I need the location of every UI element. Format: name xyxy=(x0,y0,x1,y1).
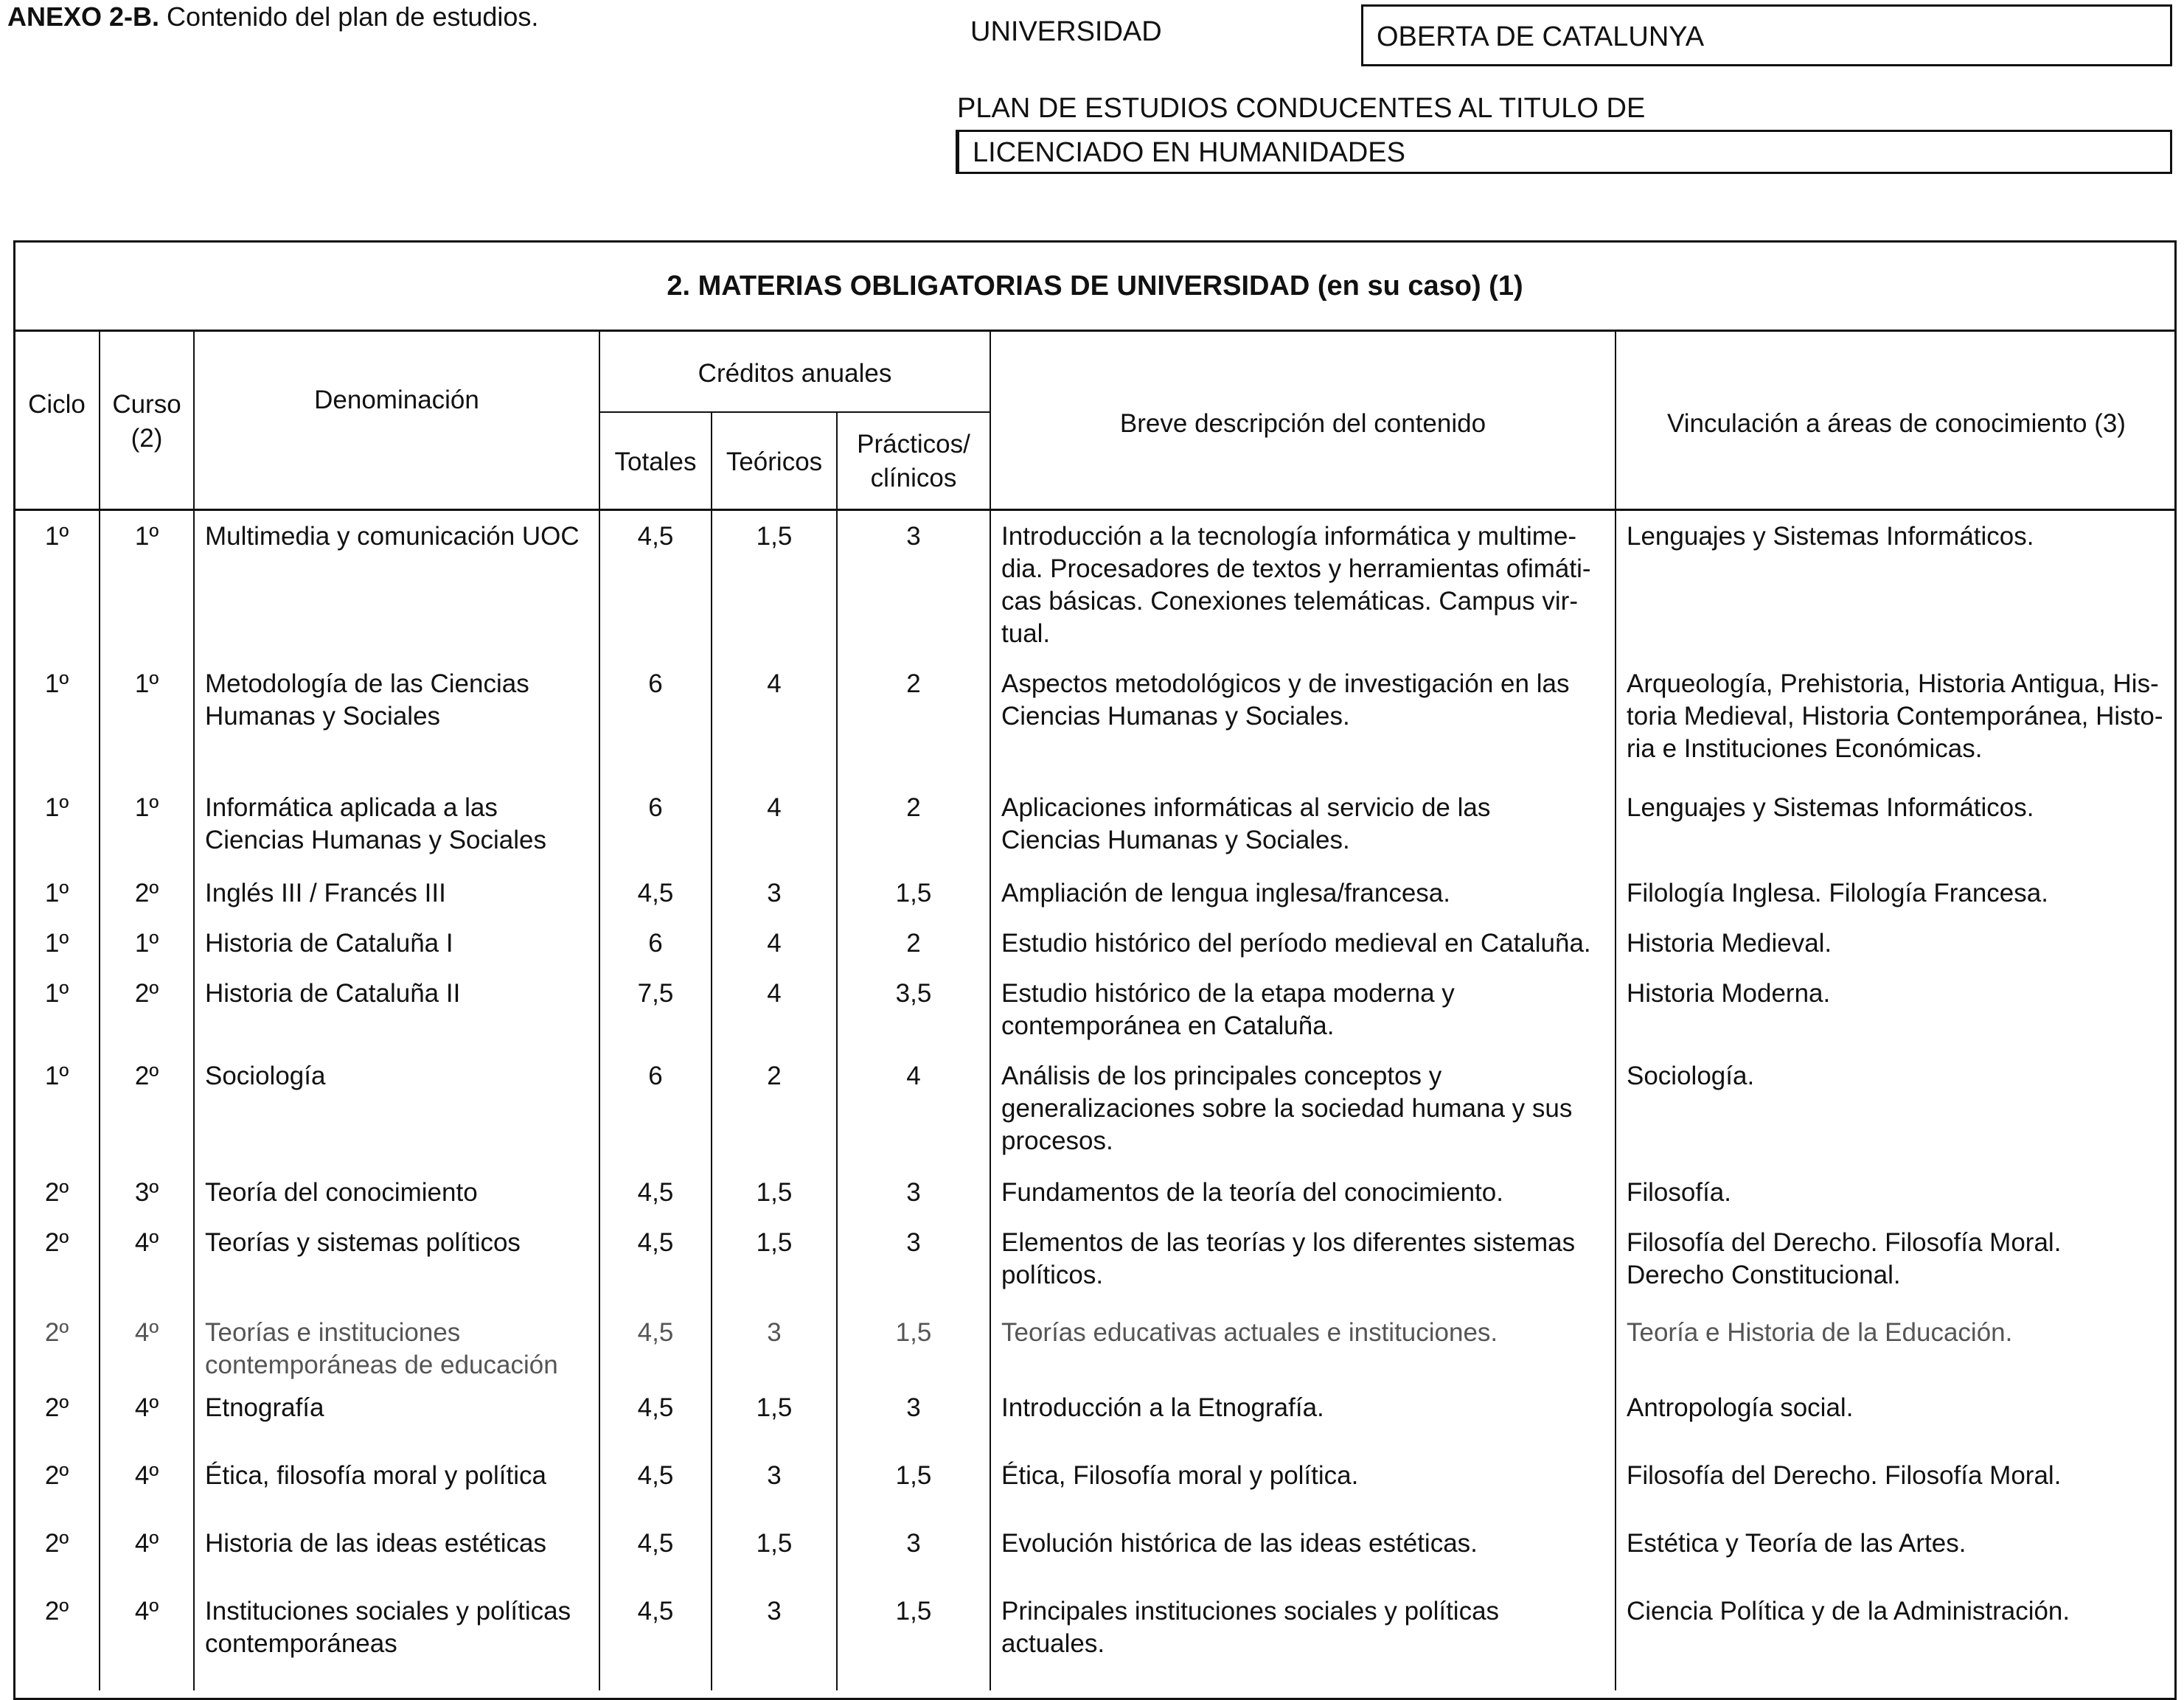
cell-teoricos: 1,5 xyxy=(756,1529,793,1558)
header-practicos: Prácticos/ clínicos xyxy=(857,430,970,492)
cell-practicos: 2 xyxy=(906,669,921,698)
col-divider-descripcion xyxy=(1615,332,1616,1690)
cell-curso: 2º xyxy=(134,879,159,908)
cell-ciclo: 2º xyxy=(44,1178,69,1207)
cell-practicos: 4 xyxy=(906,1062,921,1090)
cell-denominacion: Multimedia y comunicación UOC xyxy=(205,522,580,551)
cell-teoricos: 2 xyxy=(767,1062,782,1090)
cell-practicos: 2 xyxy=(906,793,921,822)
cell-vinculacion: Sociología. xyxy=(1627,1062,1755,1090)
cell-totales: 4,5 xyxy=(637,522,674,551)
cell-totales: 6 xyxy=(648,669,663,698)
cell-ciclo: 2º xyxy=(44,1597,69,1626)
cell-teoricos: 3 xyxy=(767,1597,782,1626)
cell-vinculacion: Ciencia Política y de la Administración. xyxy=(1627,1597,2070,1626)
cell-denominacion: Etnografía xyxy=(205,1393,324,1422)
cell-practicos: 1,5 xyxy=(895,1597,932,1626)
degree-name: LICENCIADO EN HUMANIDADES xyxy=(956,130,2172,174)
header-bottom-line xyxy=(13,509,2177,511)
col-divider-totales xyxy=(711,413,712,1690)
cell-ciclo: 2º xyxy=(44,1318,69,1347)
section-title: 2. MATERIAS OBLIGATORIAS DE UNIVERSIDAD (en su caso) (1) xyxy=(13,240,2177,332)
cell-practicos: 3 xyxy=(906,522,921,551)
creditos-subheader-line xyxy=(599,411,990,413)
cell-practicos: 2 xyxy=(906,929,921,958)
cell-curso: 2º xyxy=(134,979,159,1008)
header-teoricos: Teóricos xyxy=(726,447,823,476)
cell-denominacion: Teorías e instituciones contemporáneas de educación xyxy=(205,1318,558,1379)
cell-ciclo: 2º xyxy=(44,1461,69,1490)
cell-denominacion: Sociología xyxy=(205,1062,326,1090)
cell-ciclo: 2º xyxy=(44,1529,69,1558)
cell-ciclo: 1º xyxy=(44,979,69,1008)
cell-vinculacion: Historia Moderna. xyxy=(1627,979,1831,1008)
cell-descripcion: Estudio histórico de la etapa moderna y contemporánea en Cataluña. xyxy=(1001,979,1455,1040)
header-totales: Totales xyxy=(614,447,697,476)
cell-practicos: 1,5 xyxy=(895,1461,932,1490)
cell-descripcion: Introducción a la tecnología informática y multime- dia. Procesadores de textos y herramientas ofimáti- cas básicas. Conexiones telemáticas. Campus vir- tual. xyxy=(1001,522,1591,648)
cell-teoricos: 4 xyxy=(767,979,782,1008)
cell-ciclo: 1º xyxy=(44,669,69,698)
cell-totales: 4,5 xyxy=(637,1597,674,1626)
cell-denominacion: Instituciones sociales y políticas contemporáneas xyxy=(205,1597,571,1658)
cell-denominacion: Inglés III / Francés III xyxy=(205,879,446,908)
cell-descripcion: Introducción a la Etnografía. xyxy=(1001,1393,1324,1422)
cell-denominacion: Ética, filosofía moral y política xyxy=(205,1461,546,1490)
cell-curso: 4º xyxy=(134,1318,159,1347)
cell-vinculacion: Filología Inglesa. Filología Francesa. xyxy=(1627,879,2048,908)
cell-teoricos: 3 xyxy=(767,879,782,908)
cell-totales: 4,5 xyxy=(637,1228,674,1257)
cell-teoricos: 1,5 xyxy=(756,1393,793,1422)
cell-totales: 4,5 xyxy=(637,1178,674,1207)
header-curso: Curso (2) xyxy=(112,390,181,453)
cell-descripcion: Ética, Filosofía moral y política. xyxy=(1001,1461,1359,1490)
cell-totales: 4,5 xyxy=(637,879,674,908)
cell-descripcion: Evolución histórica de las ideas estéticas. xyxy=(1001,1529,1478,1558)
cell-vinculacion: Arqueología, Prehistoria, Historia Antigua, His- toria Medieval, Historia Contemporánea, Histo- ria e Instituciones Económicas. xyxy=(1627,669,2163,763)
cell-vinculacion: Filosofía. xyxy=(1627,1178,1731,1207)
cell-vinculacion: Antropología social. xyxy=(1627,1393,1854,1422)
cell-curso: 1º xyxy=(134,669,159,698)
cell-denominacion: Historia de Cataluña I xyxy=(205,929,453,958)
cell-denominacion: Teoría del conocimiento xyxy=(205,1178,478,1207)
cell-descripcion: Principales instituciones sociales y políticas actuales. xyxy=(1001,1597,1500,1658)
cell-descripcion: Aspectos metodológicos y de investigación en las Ciencias Humanas y Sociales. xyxy=(1001,669,1570,731)
cell-denominacion: Informática aplicada a las Ciencias Humanas y Sociales xyxy=(205,793,546,854)
header-denominacion: Denominación xyxy=(314,386,479,414)
cell-descripcion: Estudio histórico del período medieval en Cataluña. xyxy=(1001,929,1591,958)
cell-totales: 6 xyxy=(648,929,663,958)
cell-curso: 1º xyxy=(134,793,159,822)
annex-title xyxy=(7,1,538,32)
cell-descripcion: Elementos de las teorías y los diferentes sistemas políticos. xyxy=(1001,1228,1576,1289)
cell-ciclo: 2º xyxy=(44,1228,69,1257)
cell-totales: 4,5 xyxy=(637,1393,674,1422)
cell-curso: 2º xyxy=(134,1062,159,1090)
cell-practicos: 3 xyxy=(906,1228,921,1257)
cell-denominacion: Historia de Cataluña II xyxy=(205,979,461,1008)
cell-totales: 4,5 xyxy=(637,1529,674,1558)
cell-vinculacion: Historia Medieval. xyxy=(1627,929,1832,958)
cell-teoricos: 1,5 xyxy=(756,522,793,551)
cell-ciclo: 1º xyxy=(44,522,69,551)
cell-vinculacion: Lenguajes y Sistemas Informáticos. xyxy=(1627,793,2034,822)
cell-practicos: 1,5 xyxy=(895,879,932,908)
cell-curso: 4º xyxy=(134,1461,159,1490)
cell-teoricos: 1,5 xyxy=(756,1178,793,1207)
cell-descripcion: Análisis de los principales conceptos y generalizaciones sobre la sociedad humana y sus procesos. xyxy=(1001,1062,1573,1155)
cell-descripcion: Fundamentos de la teoría del conocimiento. xyxy=(1001,1178,1503,1207)
cell-curso: 4º xyxy=(134,1529,159,1558)
cell-ciclo: 1º xyxy=(44,1062,69,1090)
header-ciclo: Ciclo xyxy=(28,390,86,419)
header-vinculacion: Vinculación a áreas de conocimiento (3) xyxy=(1667,409,2126,438)
university-label: UNIVERSIDAD xyxy=(970,16,1162,47)
col-divider-creditos xyxy=(990,332,991,1690)
cell-vinculacion: Filosofía del Derecho. Filosofía Moral. xyxy=(1627,1461,2062,1490)
cell-ciclo: 1º xyxy=(44,793,69,822)
cell-curso: 4º xyxy=(134,1228,159,1257)
cell-totales: 6 xyxy=(648,1062,663,1090)
col-divider-curso xyxy=(193,332,195,1690)
cell-denominacion: Metodología de las Ciencias Humanas y Sociales xyxy=(205,669,529,731)
plan-label: PLAN DE ESTUDIOS CONDUCENTES AL TITULO DE xyxy=(957,93,1646,124)
cell-teoricos: 4 xyxy=(767,669,782,698)
university-name: OBERTA DE CATALUNYA xyxy=(1361,4,2172,66)
cell-teoricos: 4 xyxy=(767,793,782,822)
cell-descripcion: Ampliación de lengua inglesa/francesa. xyxy=(1001,879,1450,908)
cell-curso: 4º xyxy=(134,1393,159,1422)
cell-totales: 4,5 xyxy=(637,1318,674,1347)
cell-descripcion: Aplicaciones informáticas al servicio de las Ciencias Humanas y Sociales. xyxy=(1001,793,1491,854)
cell-totales: 7,5 xyxy=(637,979,674,1008)
cell-ciclo: 1º xyxy=(44,879,69,908)
annex-label: ANEXO 2-B. xyxy=(7,1,160,32)
cell-denominacion: Historia de las ideas estéticas xyxy=(205,1529,546,1558)
cell-vinculacion: Teoría e Historia de la Educación. xyxy=(1627,1318,2013,1347)
cell-vinculacion: Filosofía del Derecho. Filosofía Moral. Derecho Constitucional. xyxy=(1627,1228,2062,1289)
cell-teoricos: 4 xyxy=(767,929,782,958)
cell-vinculacion: Estética y Teoría de las Artes. xyxy=(1627,1529,1966,1558)
cell-curso: 1º xyxy=(134,522,159,551)
cell-practicos: 3 xyxy=(906,1178,921,1207)
col-divider-teoricos xyxy=(836,413,838,1690)
cell-curso: 3º xyxy=(134,1178,159,1207)
header-creditos-anuales: Créditos anuales xyxy=(698,359,892,388)
annex-description: Contenido del plan de estudios. xyxy=(159,1,539,32)
cell-practicos: 3,5 xyxy=(895,979,932,1008)
cell-practicos: 3 xyxy=(906,1393,921,1422)
cell-ciclo: 2º xyxy=(44,1393,69,1422)
cell-curso: 1º xyxy=(134,929,159,958)
cell-ciclo: 1º xyxy=(44,929,69,958)
cell-teoricos: 3 xyxy=(767,1461,782,1490)
cell-totales: 4,5 xyxy=(637,1461,674,1490)
cell-practicos: 1,5 xyxy=(895,1318,932,1347)
header-descripcion: Breve descripción del contenido xyxy=(1119,409,1486,438)
cell-totales: 6 xyxy=(648,793,663,822)
cell-teoricos: 3 xyxy=(767,1318,782,1347)
cell-vinculacion: Lenguajes y Sistemas Informáticos. xyxy=(1627,522,2034,551)
cell-practicos: 3 xyxy=(906,1529,921,1558)
cell-denominacion: Teorías y sistemas políticos xyxy=(205,1228,521,1257)
cell-curso: 4º xyxy=(134,1597,159,1626)
cell-teoricos: 1,5 xyxy=(756,1228,793,1257)
cell-descripcion: Teorías educativas actuales e instituciones. xyxy=(1001,1318,1498,1347)
